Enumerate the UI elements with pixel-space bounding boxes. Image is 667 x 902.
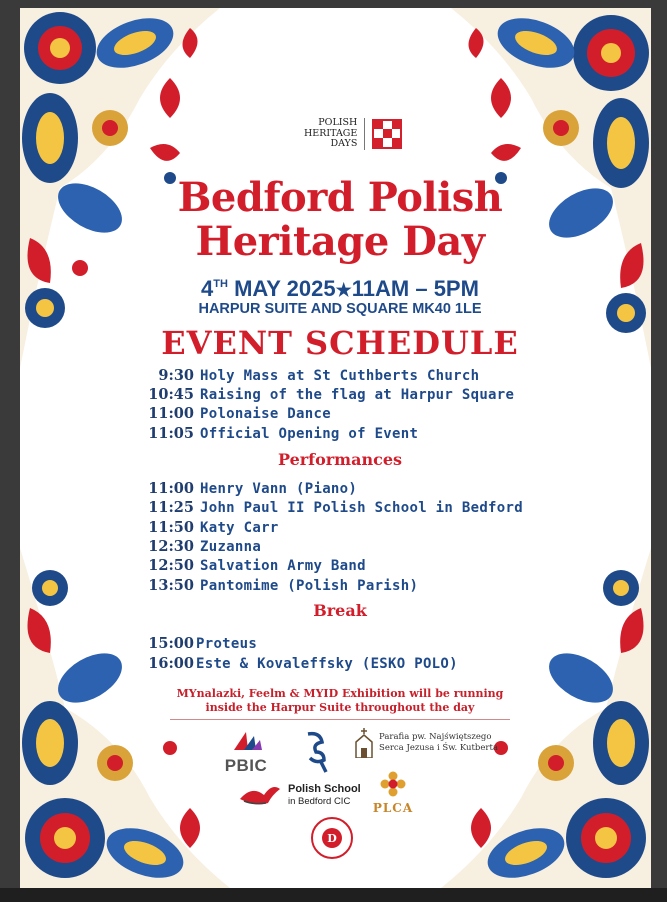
- polish-heritage-days-logo: [304, 118, 402, 150]
- schedule-heading: EVENT SCHEDULE: [161, 324, 519, 362]
- schedule-item: Polonaise Dance: [200, 406, 331, 422]
- date-suffix: TH: [213, 278, 228, 290]
- plca-text: PLCA: [372, 801, 414, 815]
- schedule-time: 13:50: [148, 577, 194, 594]
- schedule-row: [138, 403, 331, 422]
- schedule-row: [138, 536, 261, 555]
- note-line1: MYnalazki, Feelm & MYID Exhibition will be running: [176, 687, 504, 700]
- church-icon: [353, 728, 375, 758]
- schedule-row: [138, 478, 357, 497]
- schedule-item: Raising of the flag at Harpur Square: [200, 387, 515, 403]
- logo-text: POLISH HERITAGE DAYS: [304, 118, 365, 150]
- performances-heading: Performances: [277, 450, 403, 469]
- flower-icon: [380, 771, 406, 797]
- svg-text:D: D: [327, 832, 337, 845]
- schedule-row: [138, 575, 418, 594]
- folk-ornament-bottom-right: [441, 548, 651, 888]
- schedule-item: Este & Kovaleffsky (ESKO POLO): [196, 656, 458, 672]
- schedule-row: [138, 555, 366, 574]
- schedule-row: [138, 633, 257, 652]
- schedule-item: Proteus: [196, 636, 258, 652]
- date-month-year: MAY 2025: [234, 276, 336, 301]
- exhibition-note: [130, 687, 550, 715]
- folk-ornament-bottom-left: [20, 548, 230, 888]
- schedule-row: [138, 517, 279, 536]
- schedule-row: [138, 497, 523, 516]
- pbic-text: PBIC: [224, 756, 268, 775]
- schedule-time: 11:05: [148, 425, 194, 442]
- monogram-logo: [302, 730, 332, 778]
- stacja-dom-polski-logo: [310, 816, 354, 864]
- schedule-row: [138, 423, 418, 442]
- schedule-time: 15:00: [148, 635, 194, 652]
- parish-text: Parafia pw. Najświętszego Serca Jezusa i Św. Kutberta: [379, 732, 498, 753]
- schedule-item: Pantomime (Polish Parish): [200, 578, 419, 594]
- note-underline: [170, 719, 510, 720]
- schedule-item: Henry Vann (Piano): [200, 481, 358, 497]
- schedule-time: 11:00: [148, 480, 194, 497]
- schedule-time: 12:50: [148, 557, 194, 574]
- schedule-row: [138, 384, 514, 403]
- schedule-time: 12:30: [148, 538, 194, 555]
- schedule-item: Official Opening of Event: [200, 426, 419, 442]
- schedule-row: [138, 653, 458, 672]
- parish-logo: [353, 728, 498, 758]
- schedule-item: Zuzanna: [200, 539, 262, 555]
- schedule-row: [138, 365, 479, 384]
- schedule-item: Katy Carr: [200, 520, 279, 536]
- schedule-time: 9:30: [158, 367, 194, 384]
- school-sub: in Bedford CIC: [288, 795, 351, 807]
- date-day: 4: [201, 276, 214, 301]
- event-title-line2: Heritage Day: [195, 218, 485, 265]
- event-venue: HARPUR SUITE AND SQUARE MK40 1LE: [198, 301, 482, 317]
- stacja-seal-icon: [310, 816, 354, 860]
- checker-flag-icon: [372, 119, 402, 149]
- event-time: 11AM – 5PM: [351, 276, 479, 301]
- school-name: Polish School: [288, 782, 361, 795]
- schedule-item: Salvation Army Band: [200, 558, 366, 574]
- schedule-time: 10:45: [148, 386, 194, 403]
- pbic-mark-icon: [226, 730, 266, 752]
- polish-school-text: [288, 783, 361, 808]
- event-date-time: [130, 276, 550, 302]
- event-title-line1: Bedford Polish: [177, 174, 503, 221]
- schedule-time: 11:00: [148, 405, 194, 422]
- pbic-logo: [216, 730, 276, 776]
- schedule-item: Holy Mass at St Cuthberts Church: [200, 368, 480, 384]
- eagle-icon: [238, 781, 282, 809]
- star-icon: ★: [335, 280, 352, 300]
- break-heading: Break: [313, 601, 367, 620]
- poster: [20, 8, 651, 888]
- plca-logo: [368, 771, 418, 815]
- schedule-item: John Paul II Polish School in Bedford: [200, 500, 523, 516]
- schedule-time: 11:50: [148, 519, 194, 536]
- note-line2: inside the Harpur Suite throughout the day: [205, 701, 475, 714]
- schedule-time: 16:00: [148, 655, 194, 672]
- polish-school-logo: [238, 781, 361, 809]
- bottom-bar: [0, 888, 667, 902]
- schedule-time: 11:25: [148, 499, 194, 516]
